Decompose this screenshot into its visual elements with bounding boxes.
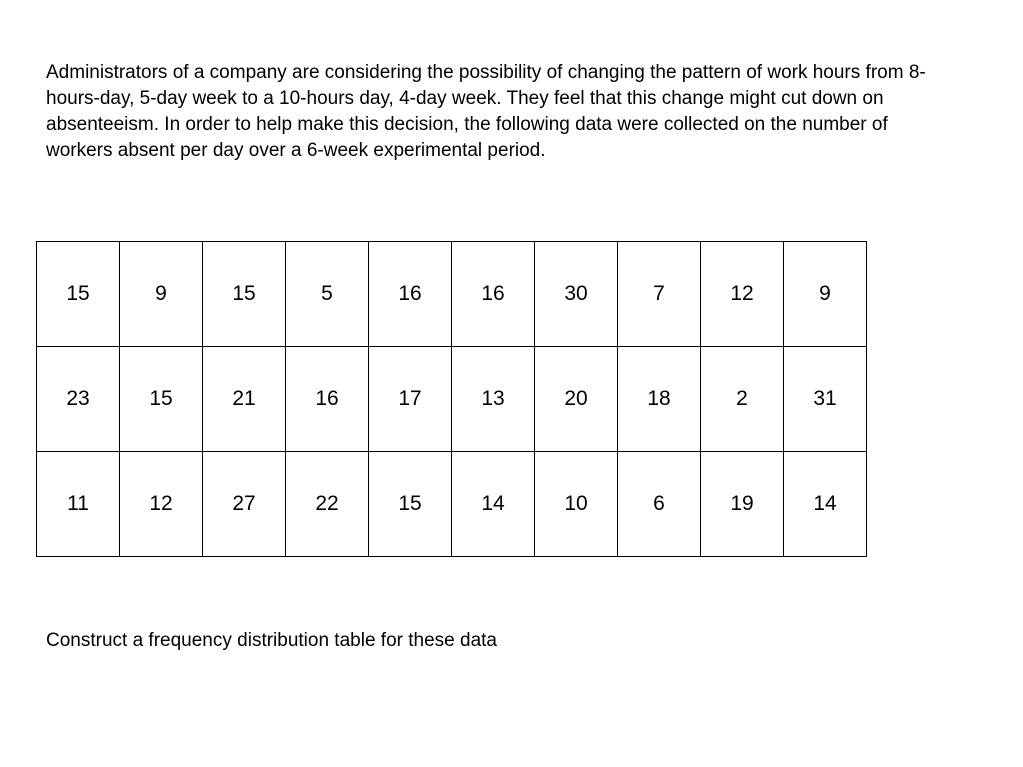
table-cell: 16 xyxy=(369,242,452,347)
table-cell: 23 xyxy=(37,347,120,452)
table-cell: 15 xyxy=(203,242,286,347)
table-row xyxy=(37,242,867,347)
table-cell: 15 xyxy=(37,242,120,347)
table-cell: 10 xyxy=(535,452,618,557)
table-cell: 16 xyxy=(286,347,369,452)
table-row xyxy=(37,452,867,557)
table-cell: 15 xyxy=(120,347,203,452)
absence-data-table xyxy=(36,241,867,557)
table-cell: 11 xyxy=(37,452,120,557)
table-body xyxy=(37,242,867,557)
task-instruction: Construct a frequency distribution table for these data xyxy=(46,630,497,651)
table-cell: 27 xyxy=(203,452,286,557)
table-cell: 17 xyxy=(369,347,452,452)
table-cell: 22 xyxy=(286,452,369,557)
problem-statement: Administrators of a company are considering the possibility of changing the pattern of work hours from 8-hours-day, 5-day week to a 10-hours day, 4-day week. They feel that this change might cut down on absenteeism. In order to help make this decision, the following data were collected on the number of workers absent per day over a 6-week experimental period. xyxy=(46,62,926,161)
table-cell: 9 xyxy=(120,242,203,347)
table-cell: 30 xyxy=(535,242,618,347)
table-cell: 5 xyxy=(286,242,369,347)
table-cell: 12 xyxy=(120,452,203,557)
table-cell: 31 xyxy=(784,347,867,452)
table-row xyxy=(37,347,867,452)
table-cell: 7 xyxy=(618,242,701,347)
table-cell: 18 xyxy=(618,347,701,452)
table-cell: 9 xyxy=(784,242,867,347)
table-cell: 19 xyxy=(701,452,784,557)
table-cell: 13 xyxy=(452,347,535,452)
table-cell: 20 xyxy=(535,347,618,452)
table-cell: 14 xyxy=(784,452,867,557)
table-cell: 14 xyxy=(452,452,535,557)
table-cell: 12 xyxy=(701,242,784,347)
table-cell: 16 xyxy=(452,242,535,347)
table-cell: 21 xyxy=(203,347,286,452)
table-cell: 2 xyxy=(701,347,784,452)
table-cell: 15 xyxy=(369,452,452,557)
table-cell: 6 xyxy=(618,452,701,557)
